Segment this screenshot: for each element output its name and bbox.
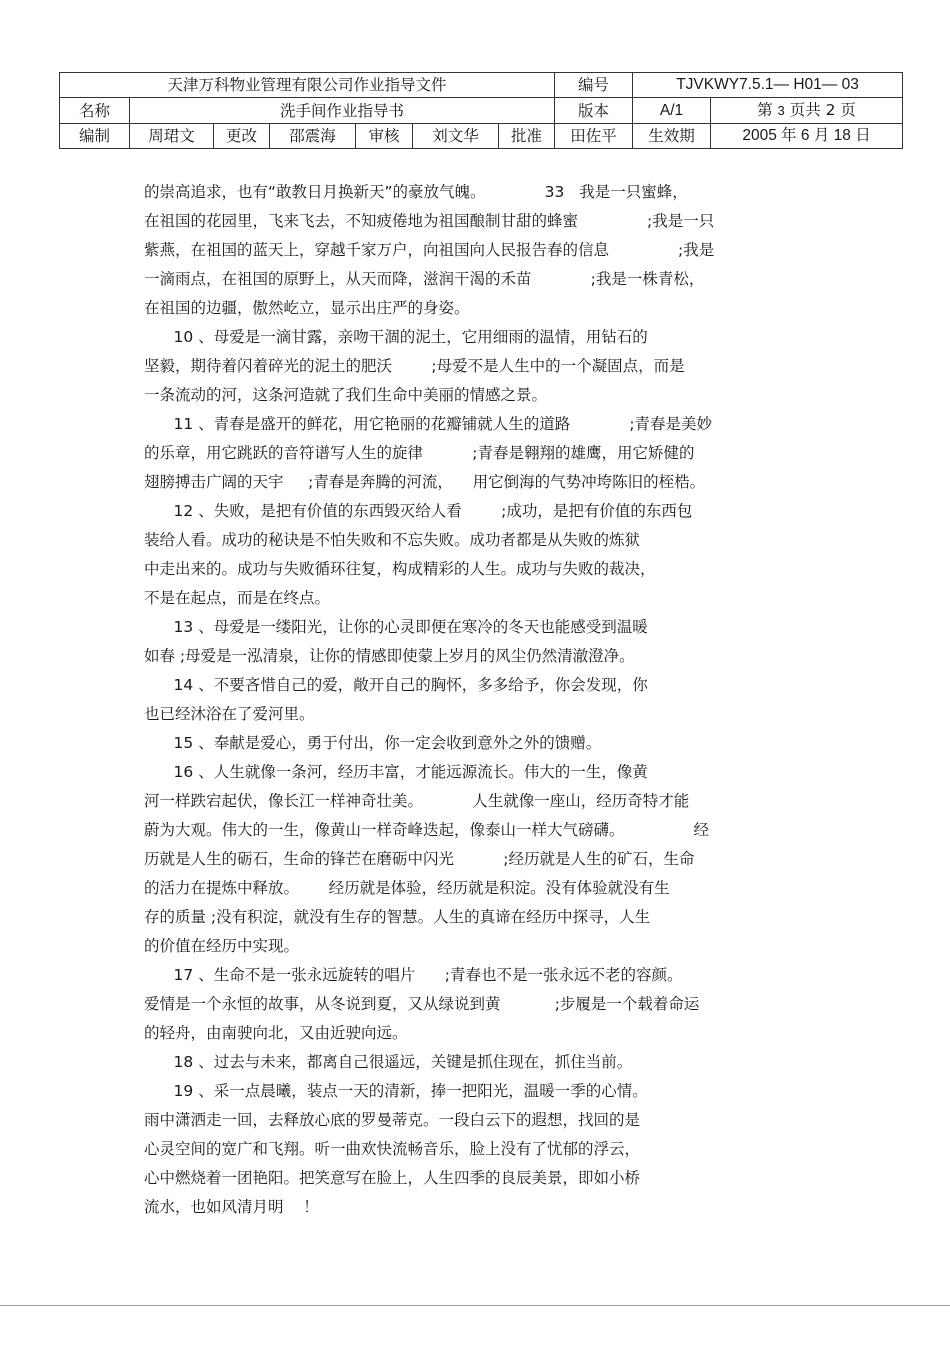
body-line: 15 、奉献是爱心，勇于付出，你一定会收到意外之外的馈赠。 (144, 734, 602, 752)
body-line: 11 、青春是盛开的鲜花，用它艳丽的花瓣铺就人生的道路 ;青春是美妙 (144, 415, 713, 433)
body-line: 14 、不要吝惜自己的爱，敞开自己的胸怀，多多给予，你会发现，你 (144, 676, 648, 694)
approver-value: 田佐平 (555, 124, 633, 149)
code-value: TJVKWY7.5.1— H01— 03 (633, 73, 903, 98)
name-label: 名称 (60, 98, 130, 124)
body-line: 的崇高追求，也有“敢教日月换新天”的豪放气魄。 33 我是一只蜜蜂， (144, 183, 688, 201)
body-line: 不是在起点，而是在终点。 (144, 589, 331, 607)
body-line: 翅膀搏击广阔的天宇 ;青春是奔腾的河流， 用它倒海的气势冲垮陈旧的桎梏。 (144, 473, 706, 491)
body-line: 中走出来的。成功与失败循环往复，构成精彩的人生。成功与失败的裁决， (144, 560, 656, 578)
body-line: 的价值在经历中实现。 (144, 937, 300, 955)
body-line: 爱情是一个永恒的故事，从冬说到夏，又从绿说到黄 ;步履是一个载着命运 (144, 995, 700, 1013)
reviewer-value: 刘文华 (413, 124, 499, 149)
header-row-3 (60, 124, 903, 149)
body-line: 一滴雨点，在祖国的原野上，从天而降，滋润干渴的禾苗 ;我是一株青松， (144, 270, 705, 288)
body-line: 的乐章，用它跳跃的音符谱写人生的旋律 ;青春是翱翔的雄鹰，用它矫健的 (144, 444, 695, 462)
body-line: 在祖国的花园里，飞来飞去，不知疲倦地为祖国酿制甘甜的蜂蜜 ;我是一只 (144, 212, 715, 230)
author-label: 编制 (60, 124, 130, 149)
body-line: 紫燕，在祖国的蓝天上，穿越千家万户，向祖国向人民报告春的信息 ;我是 (144, 241, 715, 259)
body-line: 的轻舟，由南驶向北，又由近驶向远。 (144, 1024, 408, 1042)
body-line: 存的质量 ;没有积淀，就没有生存的智慧。人生的真谛在经历中探寻，人生 (144, 908, 651, 926)
body-line: 13 、母爱是一缕阳光，让你的心灵即便在寒冷的冬天也能感受到温暖 (144, 618, 648, 636)
body-line: 也已经沐浴在了爱河里。 (144, 705, 315, 723)
code-label: 编号 (555, 73, 633, 98)
body-line: 流水，也如风清月明 ！ (144, 1198, 319, 1216)
body-line: 10 、母爱是一滴甘露，亲吻干涸的泥土，它用细雨的温情，用钻石的 (144, 328, 648, 346)
body-line: 心中燃烧着一团艳阳。把笑意写在脸上，人生四季的良辰美景，即如小桥 (144, 1169, 641, 1187)
header-row-2 (60, 98, 903, 124)
page-suffix: 页共 2 页 (789, 101, 856, 119)
body-line: 17 、生命不是一张永远旋转的唱片 ;青春也不是一张永远不老的容颜。 (144, 966, 683, 984)
body-line: 蔚为大观。伟大的一生，像黄山一样奇峰迭起，像泰山一样大气磅礴。 经 (144, 821, 709, 839)
modifier-value: 邵震海 (270, 124, 356, 149)
page-prefix: 第 (757, 101, 773, 119)
body-line: 历就是人生的砺石，生命的锋芒在磨砺中闪光 ;经历就是人生的矿石，生命 (144, 850, 695, 868)
body-line: 16 、人生就像一条河，经历丰富，才能远源流长。伟大的一生，像黄 (144, 763, 648, 781)
effective-date: 2005 年 6 月 18 日 (711, 124, 903, 149)
author-value: 周珺文 (130, 124, 214, 149)
effective-label: 生效期 (633, 124, 711, 149)
document-header-table (59, 72, 903, 149)
body-line: 装给人看。成功的秘诀是不怕失败和不忘失败。成功者都是从失败的炼狱 (144, 531, 641, 549)
body-line: 坚毅，期待着闪着碎光的泥土的肥沃 ;母爱不是人生中的一个凝固点，而是 (144, 357, 685, 375)
name-value: 洗手间作业指导书 (130, 98, 555, 124)
body-line: 在祖国的边疆，傲然屹立，显示出庄严的身姿。 (144, 299, 470, 317)
modify-label: 更改 (214, 124, 270, 149)
header-row-1 (60, 73, 903, 98)
body-line: 19 、采一点晨曦，装点一天的清新，捧一把阳光，温暖一季的心情。 (144, 1082, 648, 1100)
company-doc-title: 天津万科物业管理有限公司作业指导文件 (60, 73, 555, 98)
version-label: 版本 (555, 98, 633, 124)
body-line: 12 、失败，是把有价值的东西毁灭给人看 ;成功，是把有价值的东西包 (144, 502, 693, 520)
body-line: 如春 ;母爱是一泓清泉，让你的情感即使蒙上岁月的风尘仍然清澈澄净。 (144, 647, 635, 665)
approve-label: 批准 (499, 124, 555, 149)
review-label: 审核 (356, 124, 413, 149)
footer-divider (0, 1305, 950, 1306)
page-number: 3 (777, 103, 785, 118)
body-line: 一条流动的河，这条河造就了我们生命中美丽的情感之景。 (144, 386, 548, 404)
body-line: 河一样跌宕起伏，像长江一样神奇壮美。 人生就像一座山，经历奇特才能 (144, 792, 690, 810)
body-line: 雨中潇洒走一回，去释放心底的罗曼蒂克。一段白云下的遐想，找回的是 (144, 1111, 641, 1129)
body-line: 的活力在提炼中释放。 经历就是体验，经历就是积淀。没有体验就没有生 (144, 879, 670, 897)
version-value: A/1 (633, 98, 711, 124)
body-line: 心灵空间的宽广和飞翔。听一曲欢快流畅音乐，脸上没有了忧郁的浮云， (144, 1140, 641, 1158)
page-count (711, 98, 903, 124)
body-line: 18 、过去与未来，都离自己很遥远，关键是抓住现在，抓住当前。 (144, 1053, 633, 1071)
